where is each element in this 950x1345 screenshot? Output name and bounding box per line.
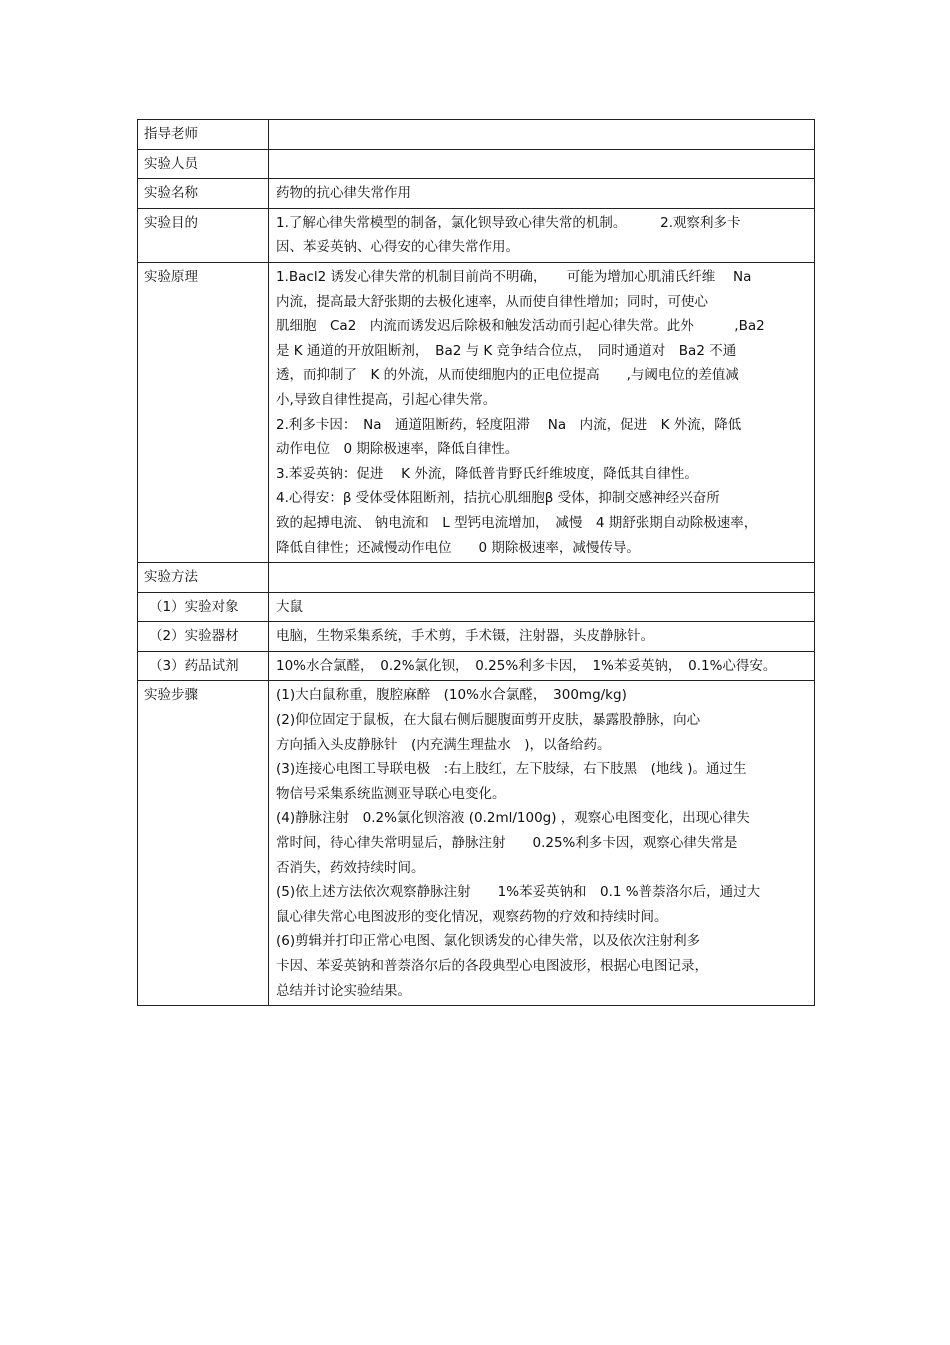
content-line: (4)静脉注射 0.2%氯化钡溶液 (0.2ml/100g) ，观察心电图变化，出现心律失 [276, 810, 750, 827]
row-content [269, 563, 815, 593]
row-label: 实验原理 [138, 262, 269, 562]
report-row [138, 592, 815, 622]
content-line: 常时间，待心律失常明显后，静脉注射 0.25%利多卡因，观察心律失常是 [276, 835, 738, 852]
empty-content [276, 565, 807, 585]
content-line: 否消失，药效持续时间。 [276, 859, 425, 876]
content-line: 致的起搏电流、 钠电流和 L 型钙电流增加， 减慢 4 期舒张期自动除极速率， [276, 514, 758, 531]
empty-content [276, 122, 807, 142]
empty-content [276, 152, 807, 172]
report-row [138, 120, 815, 150]
report-row [138, 208, 815, 262]
row-label: 实验名称 [138, 179, 269, 209]
row-content [269, 120, 815, 150]
content-line: 方向插入头皮静脉针 (内充满生理盐水 )，以备给药。 [276, 736, 611, 753]
content-line: 透，而抑制了 K 的外流，从而使细胞内的正电位提高 ,与阈电位的差值减 [276, 367, 739, 384]
row-label: （1）实验对象 [138, 592, 269, 622]
report-row [138, 563, 815, 593]
report-row [138, 622, 815, 652]
content-line: (2)仰位固定于鼠板，在大鼠右侧后腿腹面剪开皮肤，暴露股静脉，向心 [276, 712, 701, 729]
report-row [138, 179, 815, 209]
row-content [269, 681, 815, 1006]
content-line: (6)剪辑并打印正常心电图、氯化钡诱发的心律失常，以及依次注射利多 [276, 933, 701, 950]
content-line: 总结并讨论实验结果。 [276, 982, 411, 999]
row-label: （2）实验器材 [138, 622, 269, 652]
content-line: 1.Bacl2 诱发心律失常的机制目前尚不明确， 可能为增加心肌浦氏纤维 Na [276, 268, 752, 285]
content-line: 鼠心律失常心电图波形的变化情况，观察药物的疗效和持续时间。 [276, 908, 668, 925]
report-row [138, 149, 815, 179]
content-line: (1)大白鼠称重，腹腔麻醉 (10%水合氯醛， 300mg/kg) [276, 687, 627, 704]
content-line: 因、苯妥英钠、心得安的心律失常作用。 [276, 239, 519, 256]
content-line: 1.了解心律失常模型的制备，氯化钡导致心律失常的机制。 2.观察利多卡 [276, 214, 741, 231]
content-line: 物信号采集系统监测亚导联心电变化。 [276, 785, 506, 802]
content-line: 是 K 通道的开放阻断剂， Ba2 与 K 竞争结合位点， 同时通道对 Ba2 不通 [276, 342, 737, 359]
row-label: 实验方法 [138, 563, 269, 593]
report-row [138, 681, 815, 1006]
content-line: 动作电位 0 期除极速率，降低自律性。 [276, 441, 519, 458]
row-content [269, 622, 815, 652]
report-table-body [138, 120, 815, 1006]
content-line: 大鼠 [276, 598, 303, 615]
content-line: (3)连接心电图工导联电极 :右上肢红，左下肢绿，右下肢黑 (地线 )。通过生 [276, 761, 747, 778]
report-row [138, 651, 815, 681]
content-line: 降低自律性；还减慢动作电位 0 期除极速率，减慢传导。 [276, 539, 640, 556]
content-line: 电脑，生物采集系统，手术剪，手术镊，注射器，头皮静脉针。 [276, 628, 654, 645]
row-content [269, 179, 815, 209]
content-line: 10%水合氯醛， 0.2%氯化钡， 0.25%利多卡因， 1%苯妥英钠， 0.1%心得安。 [276, 657, 777, 674]
content-line: 4.心得安：β 受体受体阻断剂，拮抗心肌细胞β 受体，抑制交感神经兴奋所 [276, 490, 720, 507]
content-line: 2.利多卡因： Na 通道阻断药，轻度阻滞 Na 内流，促进 K 外流，降低 [276, 416, 742, 433]
row-label: 实验目的 [138, 208, 269, 262]
row-label: 实验人员 [138, 149, 269, 179]
row-label: 实验步骤 [138, 681, 269, 1006]
row-content [269, 208, 815, 262]
row-content [269, 262, 815, 562]
content-line: 肌细胞 Ca2 内流而诱发迟后除极和触发活动而引起心律失常。此外 ,Ba2 [276, 318, 765, 335]
report-row [138, 262, 815, 562]
content-line: 3.苯妥英钠：促进 K 外流，降低普肯野氏纤维坡度，降低其自律性。 [276, 465, 698, 482]
experiment-report-table [137, 119, 815, 1006]
row-label: （3）药品试剂 [138, 651, 269, 681]
content-line: 卡因、苯妥英钠和普萘洛尔后的各段典型心电图波形，根据心电图记录， [276, 958, 708, 974]
content-line: 内流，提高最大舒张期的去极化速率，从而使自律性增加；同时，可使心 [276, 293, 708, 310]
row-content [269, 149, 815, 179]
row-content [269, 651, 815, 681]
content-line: 小,导致自律性提高，引起心律失常。 [276, 391, 497, 408]
content-line: (5)依上述方法依次观察静脉注射 1%苯妥英钠和 0.1 %普萘洛尔后，通过大 [276, 884, 761, 901]
row-label: 指导老师 [138, 120, 269, 150]
row-content [269, 592, 815, 622]
content-line: 药物的抗心律失常作用 [276, 185, 411, 202]
